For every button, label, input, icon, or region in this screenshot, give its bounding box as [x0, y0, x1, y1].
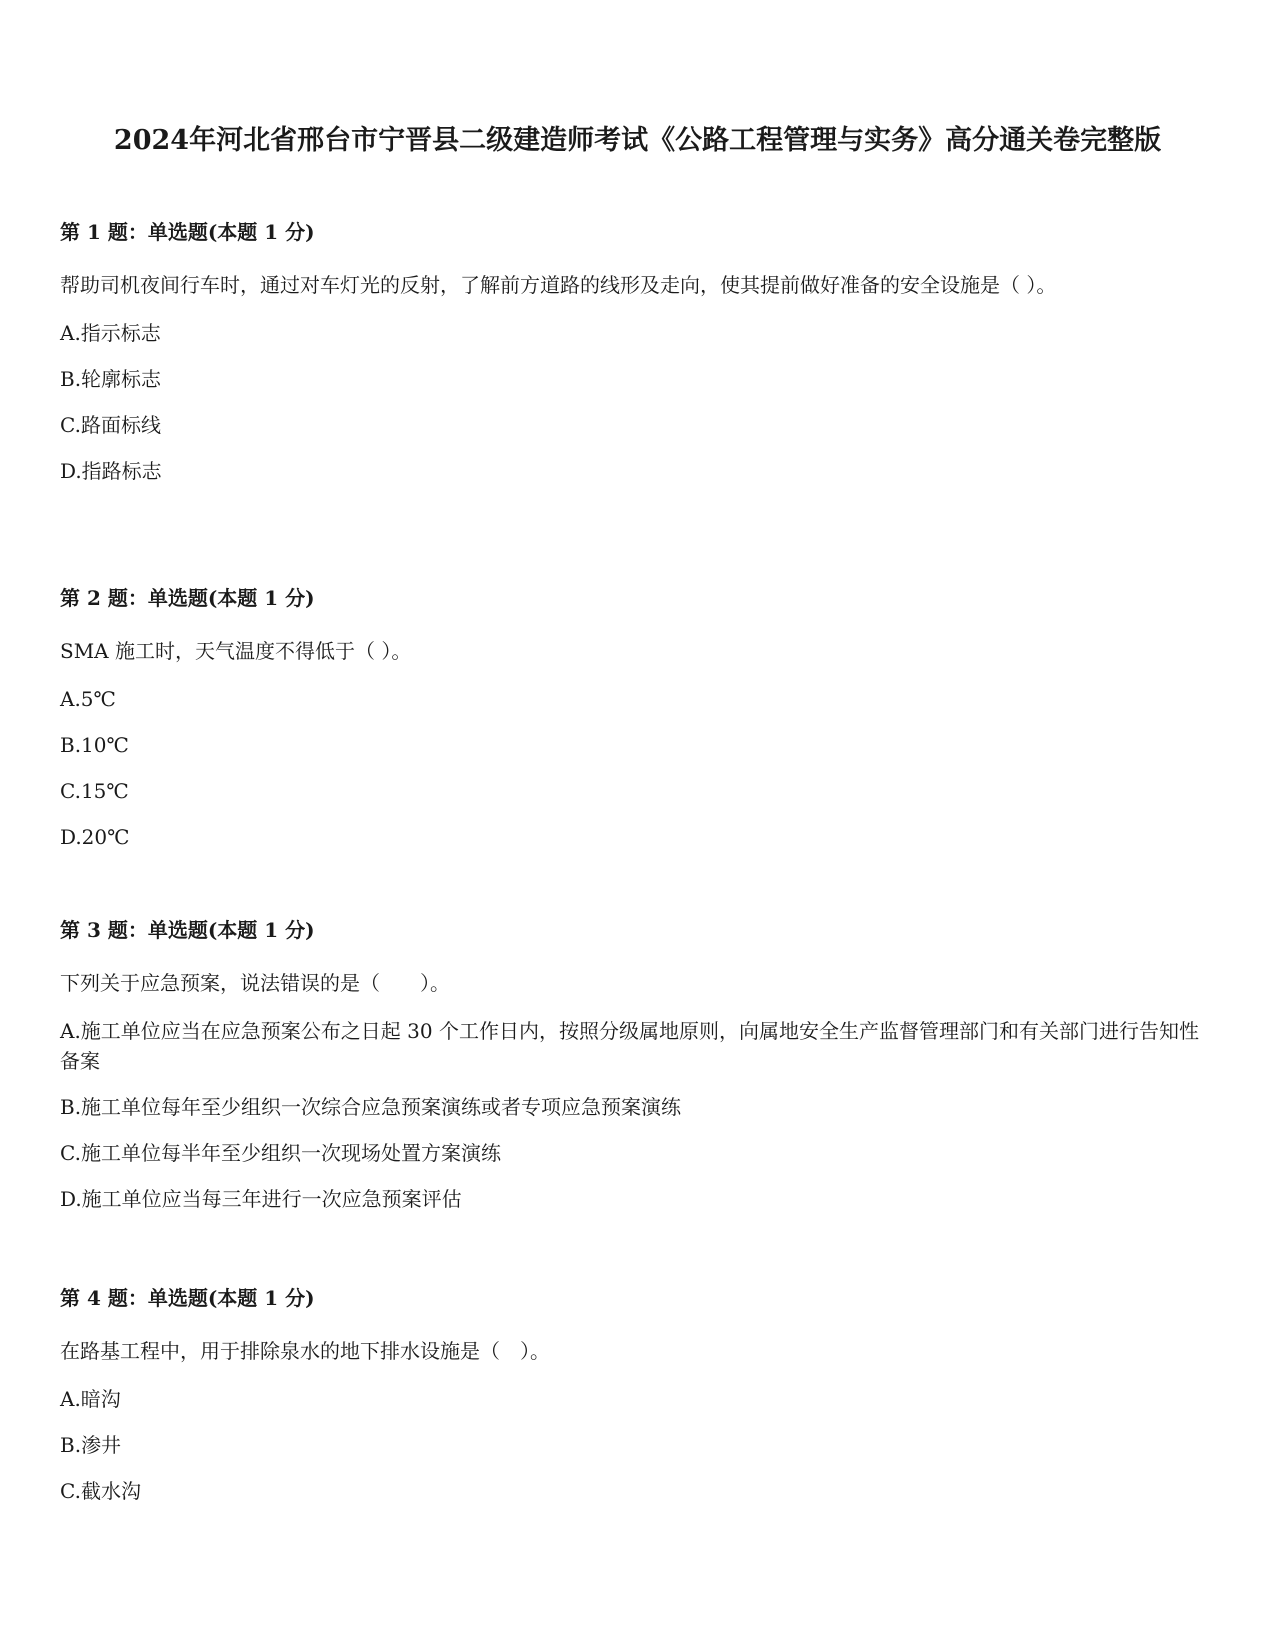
option-d: D.20℃ [60, 825, 130, 849]
option-c: C.路面标线 [60, 413, 161, 437]
option-c: C.15℃ [60, 779, 129, 803]
option-b: B.轮廓标志 [60, 367, 162, 391]
option-a: A.暗沟 [60, 1387, 121, 1411]
option-d: D.指路标志 [60, 459, 162, 483]
option-c: C.截水沟 [60, 1479, 141, 1503]
option-a: A.指示标志 [60, 321, 161, 345]
option-a: A.施工单位应当在应急预案公布之日起 30 个工作日内，按照分级属地原则，向属地安全生产监督管理部门和有关部门进行告知性备案 [60, 1019, 1199, 1073]
question-3 [60, 916, 1200, 1214]
question-stem: 在路基工程中，用于排除泉水的地下排水设施是（ ）。 [60, 1339, 550, 1363]
option-b: B.10℃ [60, 733, 129, 757]
question-stem: SMA 施工时，天气温度不得低于（ ）。 [60, 639, 412, 663]
question-header: 第 2 题：单选题(本题 1 分) [60, 586, 315, 610]
question-1 [60, 218, 1200, 486]
question-2 [60, 584, 1200, 852]
option-a: A.5℃ [60, 687, 116, 711]
option-b: B.渗井 [60, 1433, 122, 1457]
option-d: D.施工单位应当每三年进行一次应急预案评估 [60, 1187, 462, 1211]
document-title: 2024年河北省邢台市宁晋县二级建造师考试《公路工程管理与实务》高分通关卷完整版 [113, 125, 1162, 156]
question-header: 第 1 题：单选题(本题 1 分) [60, 220, 315, 244]
question-header: 第 3 题：单选题(本题 1 分) [60, 918, 315, 942]
question-4 [60, 1284, 1200, 1506]
option-b: B.施工单位每年至少组织一次综合应急预案演练或者专项应急预案演练 [60, 1095, 682, 1119]
option-c: C.施工单位每半年至少组织一次现场处置方案演练 [60, 1141, 501, 1165]
question-stem: 下列关于应急预案，说法错误的是（ ）。 [60, 971, 450, 995]
question-header: 第 4 题：单选题(本题 1 分) [60, 1286, 315, 1310]
question-stem: 帮助司机夜间行车时，通过对车灯光的反射，了解前方道路的线形及走向，使其提前做好准备的安全设施是（ ）。 [60, 273, 1057, 297]
